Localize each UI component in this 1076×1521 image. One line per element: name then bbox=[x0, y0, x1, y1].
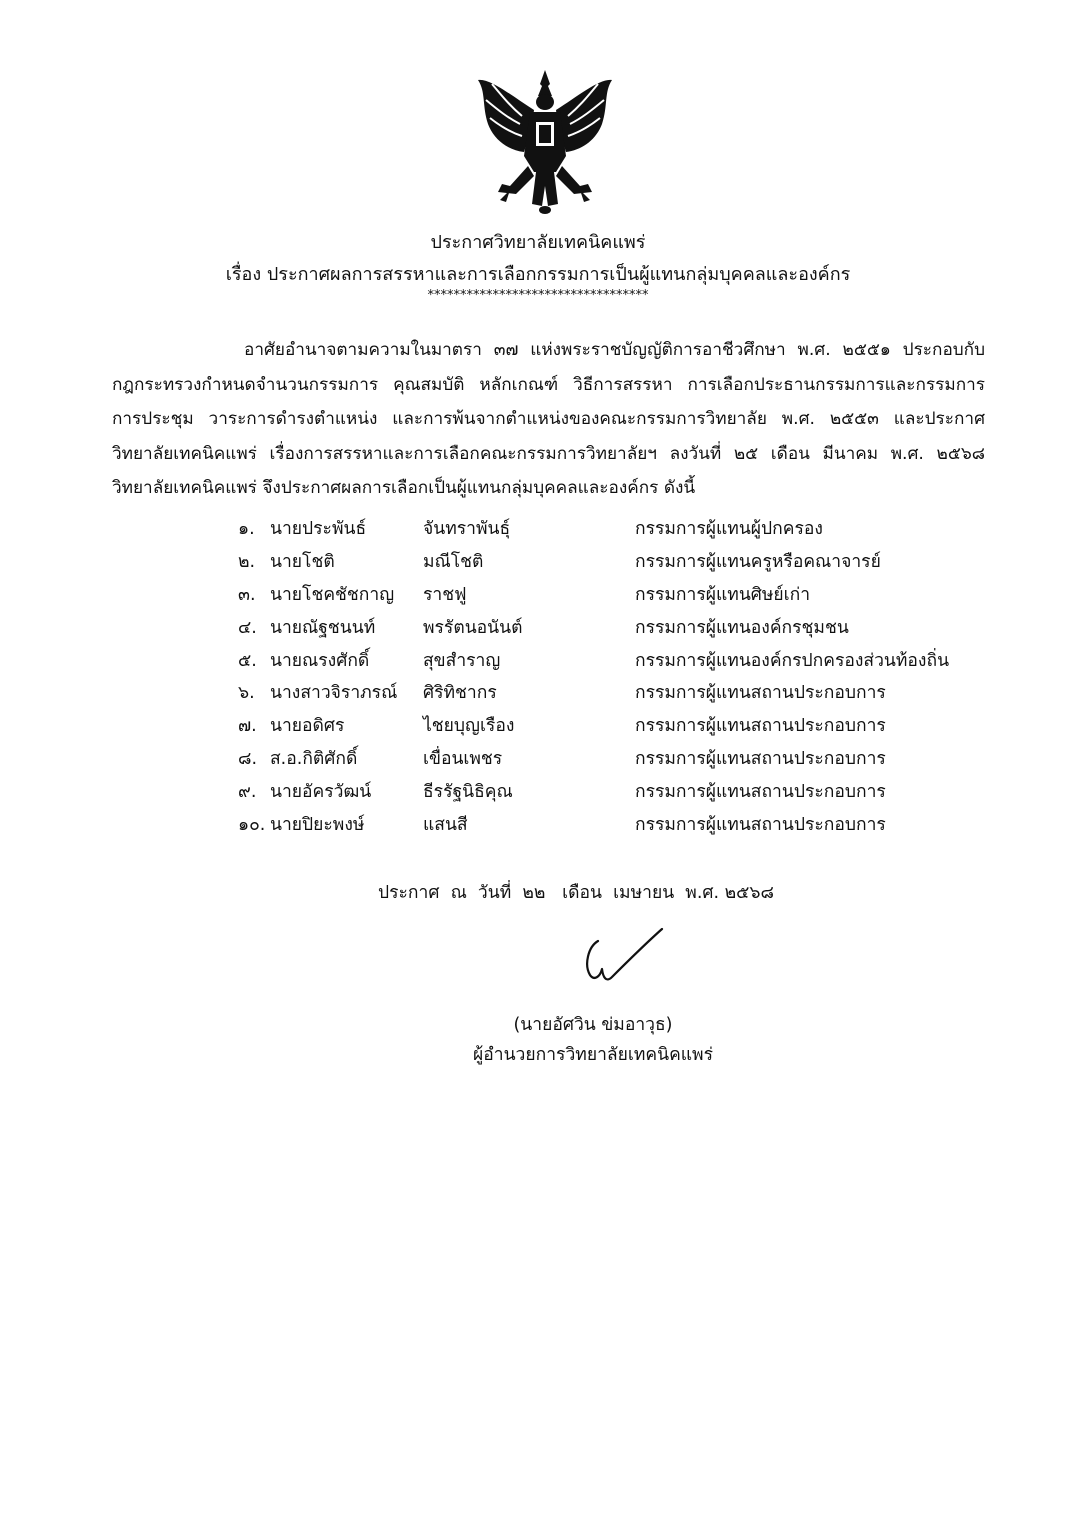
member-row bbox=[238, 810, 998, 843]
signer-name: (นายอัศวิน ข่มอาวุธ) bbox=[513, 1015, 673, 1035]
member-role: กรรมการผู้แทนสถานประกอบการ bbox=[635, 683, 886, 704]
member-role: กรรมการผู้แทนองค์กรชุมชน bbox=[635, 617, 849, 638]
member-last-name: สุขสำราญ bbox=[423, 650, 501, 671]
member-last-name: ศิริทิชากร bbox=[423, 683, 497, 704]
member-number: ๓. bbox=[238, 584, 256, 605]
document-title: ประกาศวิทยาลัยเทคนิคแพร่ bbox=[430, 232, 646, 253]
member-role: กรรมการผู้แทนองค์กรปกครองส่วนท้องถิ่น bbox=[635, 650, 950, 671]
member-row bbox=[238, 547, 998, 580]
member-last-name: เขื่อนเพชร bbox=[423, 749, 503, 770]
member-first-name: นายอดิศร bbox=[270, 716, 345, 737]
garuda-emblem-icon bbox=[472, 66, 618, 216]
member-first-name: นายณรงศักดิ์ bbox=[270, 650, 370, 671]
member-role: กรรมการผู้แทนสถานประกอบการ bbox=[635, 815, 886, 836]
member-first-name: นายอัครวัฒน์ bbox=[270, 782, 372, 803]
member-role: กรรมการผู้แทนสถานประกอบการ bbox=[635, 716, 886, 737]
member-last-name: แสนสี bbox=[423, 815, 468, 836]
member-number: ๑๐. bbox=[238, 815, 266, 836]
member-number: ๑. bbox=[238, 519, 255, 539]
member-first-name: นางสาวจิราภรณ์ bbox=[270, 683, 398, 704]
member-role: กรรมการผู้แทนสถานประกอบการ bbox=[635, 749, 886, 770]
member-role: กรรมการผู้แทนผู้ปกครอง bbox=[635, 519, 823, 539]
member-row bbox=[238, 613, 998, 646]
member-first-name: ส.อ.กิติศักดิ์ bbox=[270, 749, 358, 770]
body-line: วิทยาลัยเทคนิคแพร่ เรื่องการสรรหาและการเลือกคณะกรรมการวิทยาลัยฯ ลงวันที่ ๒๕ เดือน มีนาคม พ.ศ. ๒๕๖๘ bbox=[112, 443, 985, 464]
member-number: ๖. bbox=[238, 683, 255, 704]
member-first-name: นายโชคชัชกาญ bbox=[270, 584, 395, 605]
member-row bbox=[238, 744, 998, 777]
member-role: กรรมการผู้แทนสถานประกอบการ bbox=[635, 782, 886, 803]
member-row bbox=[238, 711, 998, 744]
separator-line: ********************************** bbox=[427, 288, 649, 303]
body-line: วิทยาลัยเทคนิคแพร่ จึงประกาศผลการเลือกเป็นผู้แทนกลุ่มบุคคลและองค์กร ดังนี้ bbox=[112, 478, 696, 498]
member-number: ๗. bbox=[238, 716, 257, 737]
member-row bbox=[238, 580, 998, 613]
member-row bbox=[238, 777, 998, 810]
member-first-name: นายปิยะพงษ์ bbox=[270, 815, 365, 836]
body-line: อาศัยอำนาจตามความในมาตรา ๓๗ แห่งพระราชบัญญัติการอาชีวศึกษา พ.ศ. ๒๕๕๑ ประกอบกับ bbox=[244, 340, 985, 360]
announcement-date: ประกาศ ณ วันที่ ๒๒ เดือน เมษายน พ.ศ. ๒๕๖๘ bbox=[378, 883, 775, 903]
body-line: การประชุม วาระการดำรงตำแหน่ง และการพ้นจากตำแหน่งของคณะกรรมการวิทยาลัย พ.ศ. ๒๕๕๓ และประกาศ bbox=[112, 409, 985, 429]
member-first-name: นายณัฐชนนท์ bbox=[270, 617, 376, 638]
member-last-name: ธีรรัฐนิธิคุณ bbox=[423, 782, 513, 803]
member-last-name: จันทราพันธุ์ bbox=[423, 519, 511, 539]
member-last-name: ไชยบุญเรือง bbox=[423, 716, 515, 737]
member-list bbox=[238, 514, 998, 843]
member-last-name: พรรัตนอนันต์ bbox=[423, 617, 523, 638]
member-row bbox=[238, 678, 998, 711]
member-number: ๙. bbox=[238, 782, 257, 803]
member-number: ๕. bbox=[238, 650, 257, 671]
member-number: ๒. bbox=[238, 551, 256, 572]
member-role: กรรมการผู้แทนครูหรือคณาจารย์ bbox=[635, 551, 881, 572]
member-last-name: มณีโชติ bbox=[423, 551, 484, 572]
member-number: ๔. bbox=[238, 617, 257, 638]
member-first-name: นายประพันธ์ bbox=[270, 519, 367, 539]
member-row bbox=[238, 646, 998, 679]
body-paragraph bbox=[112, 333, 985, 506]
member-row bbox=[238, 514, 998, 547]
member-first-name: นายโชติ bbox=[270, 551, 335, 572]
member-role: กรรมการผู้แทนศิษย์เก่า bbox=[635, 584, 811, 605]
member-number: ๘. bbox=[238, 749, 258, 770]
body-line: กฎกระทรวงกำหนดจำนวนกรรมการ คุณสมบัติ หลักเกณฑ์ วิธีการสรรหา การเลือกประธานกรรมการและกรรมการ bbox=[112, 374, 985, 395]
signer-title: ผู้อำนวยการวิทยาลัยเทคนิคแพร่ bbox=[473, 1045, 713, 1065]
document-subject: เรื่อง ประกาศผลการสรรหาและการเลือกกรรมการเป็นผู้แทนกลุ่มบุคคลและองค์กร bbox=[225, 264, 851, 285]
member-last-name: ราชฟู bbox=[423, 584, 467, 605]
handwritten-signature-icon bbox=[578, 925, 670, 987]
